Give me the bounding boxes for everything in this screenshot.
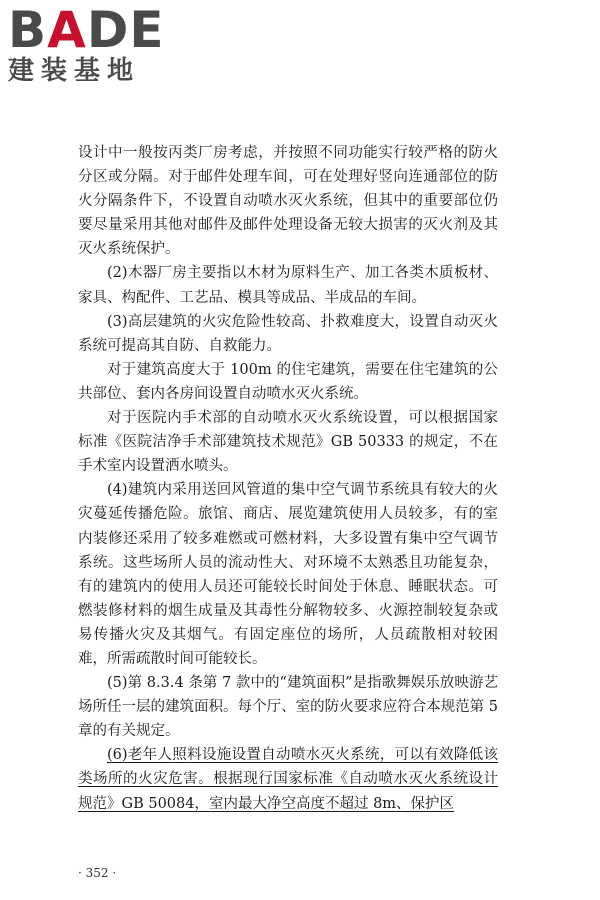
- paragraph-hvac: (4)建筑内采用送回风管道的集中空气调节系统具有较大的火灾蔓延传播危险。旅馆、商店、展览建筑使用人员较多，有的室内装修还采用了较多难燃或可燃材料，大多设置有集中空气调节系统。这些场所人员的流动性大、对环境不太熟悉且功能复杂，有的建筑内的使用人员还可能较长时间处于休息、睡眠状态。可燃装修材料的烟生成量及其毒性分解物较多、火源控制较复杂或易传播火灾及其烟气。有固定座位的场所，人员疏散相对较困难，所需疏散时间可能较长。: [78, 482, 498, 667]
- logo-subtitle: 建装基地: [8, 56, 141, 86]
- logo-letter-a-accent: A: [47, 1, 87, 59]
- paragraph-wood-factory: (2)木器厂房主要指以木材为原料生产、加工各类木质板材、家具、构配件、工艺品、模具等成品、半成品的车间。: [78, 265, 498, 306]
- logo-letter-b: B: [8, 1, 48, 59]
- logo-wordmark: [8, 1, 178, 59]
- paragraph-continued: 设计中一般按丙类厂房考虑，并按照不同功能实行较严格的防火分区或分隔。对于邮件处理车间，可在处理好竖向连通部位的防火分隔条件下，不设置自动喷水灭火系统，但其中的重要部位仍要尽量采用其他对邮件及邮件处理设备无较大损害的灭火剂及其灭火系统保护。: [78, 145, 498, 258]
- paragraph-elderly-care: (6)老年人照料设施设置自动喷水灭火系统，可以有效降低该类场所的火灾危害。根据现行国家标准《自动喷水灭火系统设计规范》GB 50084，室内最大净空高度不超过 8m、保护区: [78, 747, 498, 812]
- paragraph-high-rise: (3)高层建筑的火灾危险性较高、扑救难度大，设置自动灭火系统可提高其自防、自救能力。: [78, 313, 498, 354]
- page-number: · 352 ·: [78, 866, 117, 880]
- paragraph-hospital: 对于医院内手术部的自动喷水灭火系统设置，可以根据国家标准《医院洁净手术部建筑技术规范》GB 50333 的规定，不在手术室内设置洒水喷头。: [78, 410, 498, 475]
- paragraph-entertainment: (5)第 8.3.4 条第 7 款中的“建筑面积”是指歌舞娱乐放映游艺场所任一层的建筑面积。每个厅、室的防火要求应符合本规范第 5 章的有关规定。: [78, 675, 498, 740]
- document-body: [78, 141, 498, 816]
- paragraph-residential: 对于建筑高度大于 100m 的住宅建筑，需要在住宅建筑的公共部位、套内各房间设置自动喷水灭火系统。: [78, 361, 498, 402]
- logo-letters-de: DE: [86, 1, 165, 59]
- brand-logo: [8, 1, 178, 86]
